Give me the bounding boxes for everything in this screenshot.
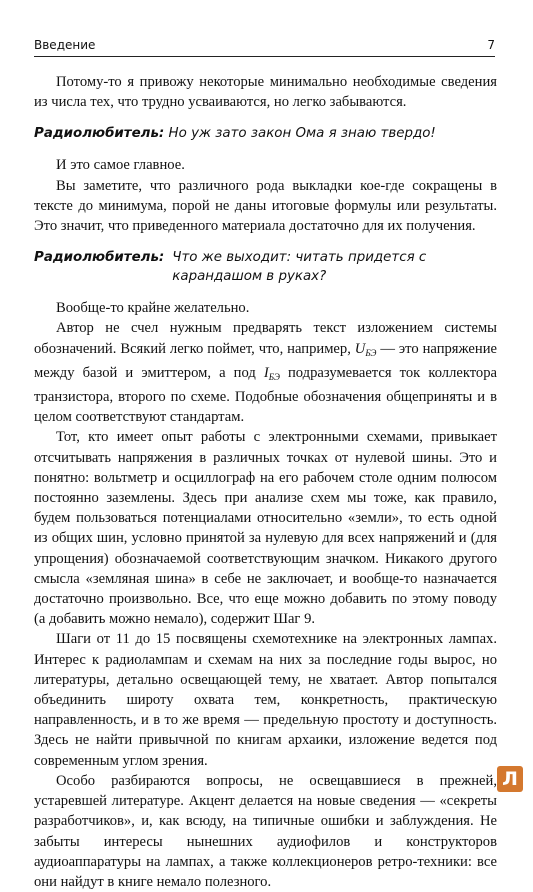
dialog-radioamateur-1 bbox=[34, 124, 497, 143]
text-run: Автор не счел нужным предварять текст изложением системы обозначений. Всякий легко поймет, что, например, bbox=[34, 320, 497, 357]
dialog-text: Что же выходит: читать придется с карандашом в руках? bbox=[172, 250, 427, 285]
text-run: — это напряжение между базой и эмиттером, а под bbox=[34, 340, 497, 381]
symbol-subscript: БЭ bbox=[365, 347, 377, 358]
paragraph-notation bbox=[34, 318, 497, 427]
paragraph-ground-bus: Тот, кто имеет опыт работы с электронными схемами, привыкает отсчитывать напряжения в различных точках от нулевой шины. Это и понятно: вольтметр и осциллограф на его рабочем столе одним полюсом постоянно заземлены. Здесь при анализе схем мы тоже, как правило, будем пользоваться потенциалами относительно «земли», то есть одной из общих шин, условно принятой за нулевую для всех напряжений и (для упрощения) обозначаемой соответствующим значком. Никакого другого смысла «земляная шина» в себе не заключает, и вообще-то назначается достаточно произвольно. Все, что еще можно добавить по этому поводу (а добавить можно немало), содержит Шаг 9. bbox=[34, 429, 497, 628]
publisher-logo: Л bbox=[497, 766, 523, 792]
dialog-speaker: Радиолюбитель: bbox=[34, 250, 165, 266]
symbol-subscript: БЭ bbox=[268, 371, 280, 382]
paragraph-tubes: Шаги от 11 до 15 посвящены схемотехнике на электронных лампах. Интерес к радиолампам и схемам на них за последние годы вырос, но литературы, детально освещающей тему, не хватает. Автор попытался объединить широту охвата тем, конкретность, практическую направленность, и в то же время — предельную простоту и доступность. Здесь не найти привычной по книгам архаики, изложение ведется под современным углом зрения. bbox=[34, 631, 497, 769]
text-run: подразумевается ток коллектора транзистора, второго по схеме. Подобные обозначения общеприняты и в целом соответствуют стандартам. bbox=[34, 364, 498, 426]
symbol-main: U bbox=[354, 340, 366, 357]
symbol-main: I bbox=[263, 364, 269, 381]
paragraph-intro: Потому-то я привожу некоторые минимально необходимые сведения из числа тех, что трудно усваиваются, но легко забываются. bbox=[34, 74, 497, 111]
dialog-radioamateur-2 bbox=[34, 248, 497, 286]
page-number: 7 bbox=[487, 38, 495, 52]
paragraph-answer-2: Вообще-то крайне желательно. bbox=[56, 300, 250, 317]
page-body bbox=[34, 72, 497, 892]
symbol-u-be bbox=[355, 341, 377, 357]
section-title: Введение bbox=[34, 38, 96, 52]
paragraph-new-info: Особо разбираются вопросы, не освещавшиеся в прежней, устаревшей литературе. Акцент делается на новые сведения — «секреты разработчиков», и, как всюду, на типичные ошибки и заблуждения. Не забыты интересы нынешних аудиофилов и конструкторов аудиоаппаратуры на лампах, а также коллекционеров ретро-техники: все они найдут в книге немало полезного. bbox=[34, 772, 497, 890]
paragraph-answer-1: И это самое главное. bbox=[56, 157, 185, 174]
symbol-i-be bbox=[264, 365, 280, 381]
paragraph-calculations: Вы заметите, что различного рода выкладки кое-где сокращены в тексте до минимума, порой не даны итоговые формулы или результаты. Это значит, что приведенного материала достаточно для их получения. bbox=[34, 177, 497, 235]
dialog-speaker: Радиолюбитель: bbox=[34, 126, 165, 142]
dialog-text: Но уж зато закон Ома я знаю твердо! bbox=[168, 126, 436, 142]
running-header bbox=[34, 36, 495, 57]
